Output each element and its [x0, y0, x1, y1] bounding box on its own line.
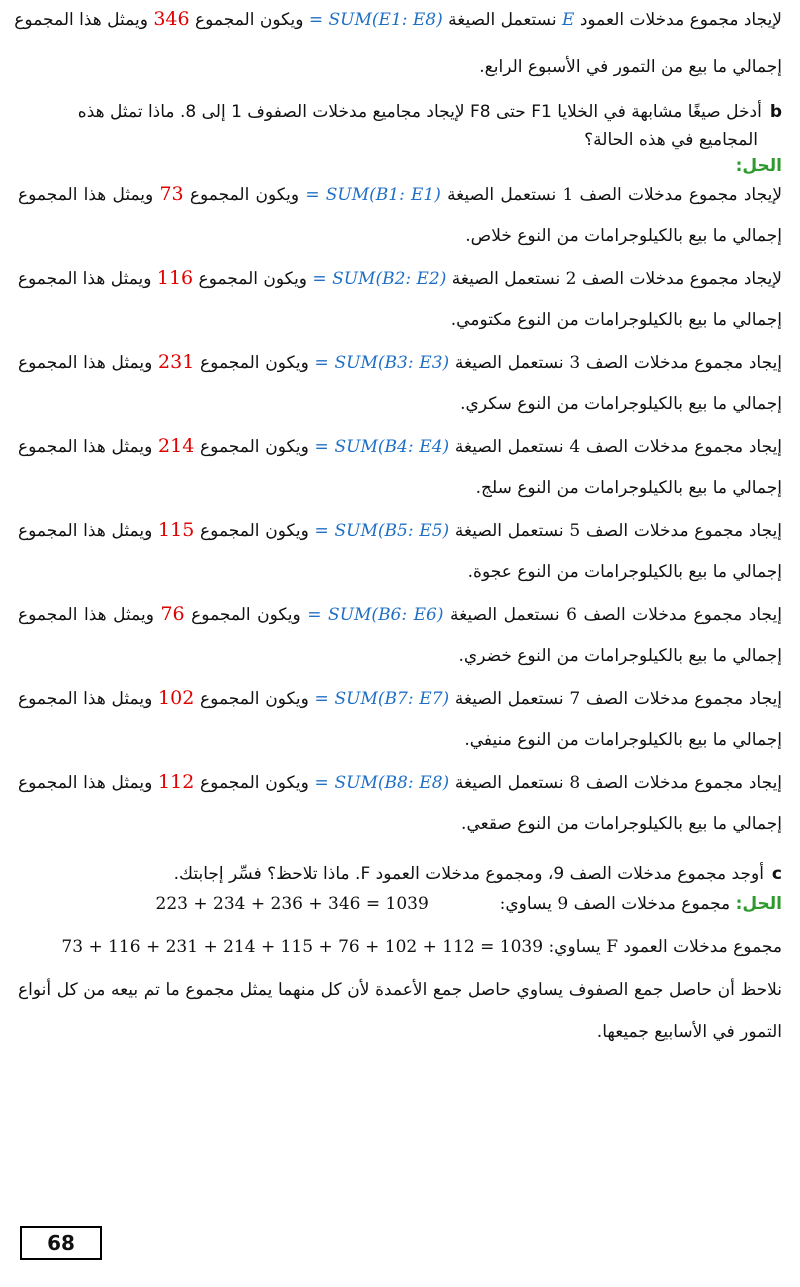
text: لإيجاد مجموع مدخلات الصف 1 نستعمل الصيغة: [447, 185, 783, 205]
text: ويكون المجموع: [189, 185, 300, 205]
text: ويكون المجموع: [191, 605, 301, 625]
text: لإيجاد مجموع مدخلات الصف 2 نستعمل الصيغة: [451, 269, 782, 289]
formula: = SUM(B5: E5): [314, 521, 450, 541]
column-variable: E: [562, 10, 575, 30]
question-c: [18, 860, 782, 888]
colF-equation: 73 + 116 + 231 + 214 + 115 + 76 + 102 + 112 = 1039: [61, 937, 544, 957]
row-4-line2: إجمالي ما بيع بالكيلوجرامات من النوع سلج.: [475, 478, 782, 498]
text: مجموع مدخلات الصف 9 يساوي:: [499, 894, 731, 914]
text: ويكون المجموع: [200, 437, 309, 457]
text: ويمثل هذا المجموع: [17, 269, 152, 289]
sum-value: 214: [158, 435, 195, 457]
text: ويمثل هذا المجموع: [18, 185, 154, 205]
solution-label-b: [18, 152, 782, 180]
solution-c-row9: [18, 890, 782, 918]
text: إيجاد مجموع مدخلات الصف 3 نستعمل الصيغة: [454, 353, 783, 373]
text: ويمثل هذا المجموع: [18, 689, 153, 709]
text: ويمثل هذا المجموع: [18, 521, 153, 541]
formula: = SUM(B8: E8): [314, 773, 450, 793]
text: ويمثل هذا المجموع: [18, 353, 153, 373]
row9-equation: 223 + 234 + 236 + 346 = 1039: [155, 894, 429, 914]
row-6-line1: [18, 600, 782, 629]
question-label: b: [769, 102, 782, 122]
text: ويمثل هذا المجموع: [18, 773, 153, 793]
row-7-line2: إجمالي ما بيع بالكيلوجرامات من النوع منيفي.: [464, 730, 782, 750]
solution-label: الحل:: [735, 156, 782, 176]
formula: = SUM(E1: E8): [308, 10, 443, 30]
row-8-line1: [18, 768, 782, 797]
sum-value: 76: [160, 603, 185, 625]
text: لإيجاد مجموع مدخلات العمود: [579, 10, 782, 30]
text: ويمثل هذا المجموع: [14, 10, 148, 30]
row-5-line2: إجمالي ما بيع بالكيلوجرامات من النوع عجوة.: [467, 562, 782, 582]
text: إيجاد مجموع مدخلات الصف 4 نستعمل الصيغة: [454, 437, 783, 457]
row-3-line1: [18, 348, 782, 377]
sum-value: 102: [158, 687, 195, 709]
sum-value: 231: [158, 351, 195, 373]
conclusion-line1: نلاحظ أن حاصل جمع الصفوف يساوي حاصل جمع الأعمدة لأن كل منهما يمثل مجموع ما تم بيعه من كل أنواع: [18, 980, 782, 1000]
text: ويمثل هذا المجموع: [18, 605, 154, 625]
text: نستعمل الصيغة: [448, 10, 557, 30]
text: مجموع مدخلات العمود F يساوي:: [548, 937, 782, 957]
para-a-line2: إجمالي ما بيع من التمور في الأسبوع الرابع.: [479, 57, 782, 77]
text: ويكون المجموع: [198, 269, 308, 289]
formula: = SUM(B6: E6): [307, 605, 444, 625]
row-2-line2: إجمالي ما بيع بالكيلوجرامات من النوع مكتومي.: [450, 310, 782, 330]
formula: = SUM(B1: E1): [305, 185, 441, 205]
text: ويكون المجموع: [195, 10, 304, 30]
formula: = SUM(B7: E7): [314, 689, 450, 709]
question-b-line2: المجاميع في هذه الحالة؟: [584, 130, 758, 150]
page-number: 68: [20, 1226, 102, 1260]
text: إيجاد مجموع مدخلات الصف 5 نستعمل الصيغة: [454, 521, 783, 541]
question-text: أوجد مجموع مدخلات الصف 9، ومجموع مدخلات العمود F. ماذا تلاحظ؟ فسِّر إجابتك.: [173, 864, 764, 884]
question-label: c: [771, 864, 782, 884]
text: ويكون المجموع: [200, 689, 309, 709]
formula: = SUM(B3: E3): [314, 353, 450, 373]
row-3-line2: إجمالي ما بيع بالكيلوجرامات من النوع سكري.: [460, 394, 782, 414]
sum-value: 346: [153, 8, 190, 30]
para-a-line1: [14, 5, 782, 34]
question-text: أدخل صيغًا مشابهة في الخلايا F1 حتى F8 لإيجاد مجاميع مدخلات الصفوف 1 إلى 8. ماذا تمثل هذه: [77, 102, 762, 122]
row-2-line1: [18, 264, 782, 293]
row-5-line1: [18, 516, 782, 545]
row-7-line1: [18, 684, 782, 713]
row-1-line2: إجمالي ما بيع بالكيلوجرامات من النوع خلاص.: [465, 226, 782, 246]
text: ويكون المجموع: [200, 353, 309, 373]
row-6-line2: إجمالي ما بيع بالكيلوجرامات من النوع خضري.: [458, 646, 782, 666]
row-1-line1: [18, 180, 782, 209]
solution-label: الحل:: [735, 894, 782, 914]
formula: = SUM(B4: E4): [314, 437, 450, 457]
text: إيجاد مجموع مدخلات الصف 7 نستعمل الصيغة: [454, 689, 783, 709]
text: إيجاد مجموع مدخلات الصف 8 نستعمل الصيغة: [454, 773, 783, 793]
conclusion-line2: التمور في الأسابيع جميعها.: [596, 1022, 782, 1042]
formula: = SUM(B2: E2): [312, 269, 447, 289]
question-b-line1: [18, 98, 782, 126]
sum-value: 116: [156, 267, 194, 289]
solution-c-colF: [18, 933, 782, 961]
row-4-line1: [18, 432, 782, 461]
text: ويكون المجموع: [200, 773, 309, 793]
sum-value: 115: [158, 519, 195, 541]
text: ويكون المجموع: [200, 521, 309, 541]
sum-value: 112: [158, 771, 195, 793]
row-8-line2: إجمالي ما بيع بالكيلوجرامات من النوع صقعي.: [461, 814, 782, 834]
text: ويمثل هذا المجموع: [18, 437, 153, 457]
text: إيجاد مجموع مدخلات الصف 6 نستعمل الصيغة: [450, 605, 782, 625]
sum-value: 73: [159, 183, 184, 205]
